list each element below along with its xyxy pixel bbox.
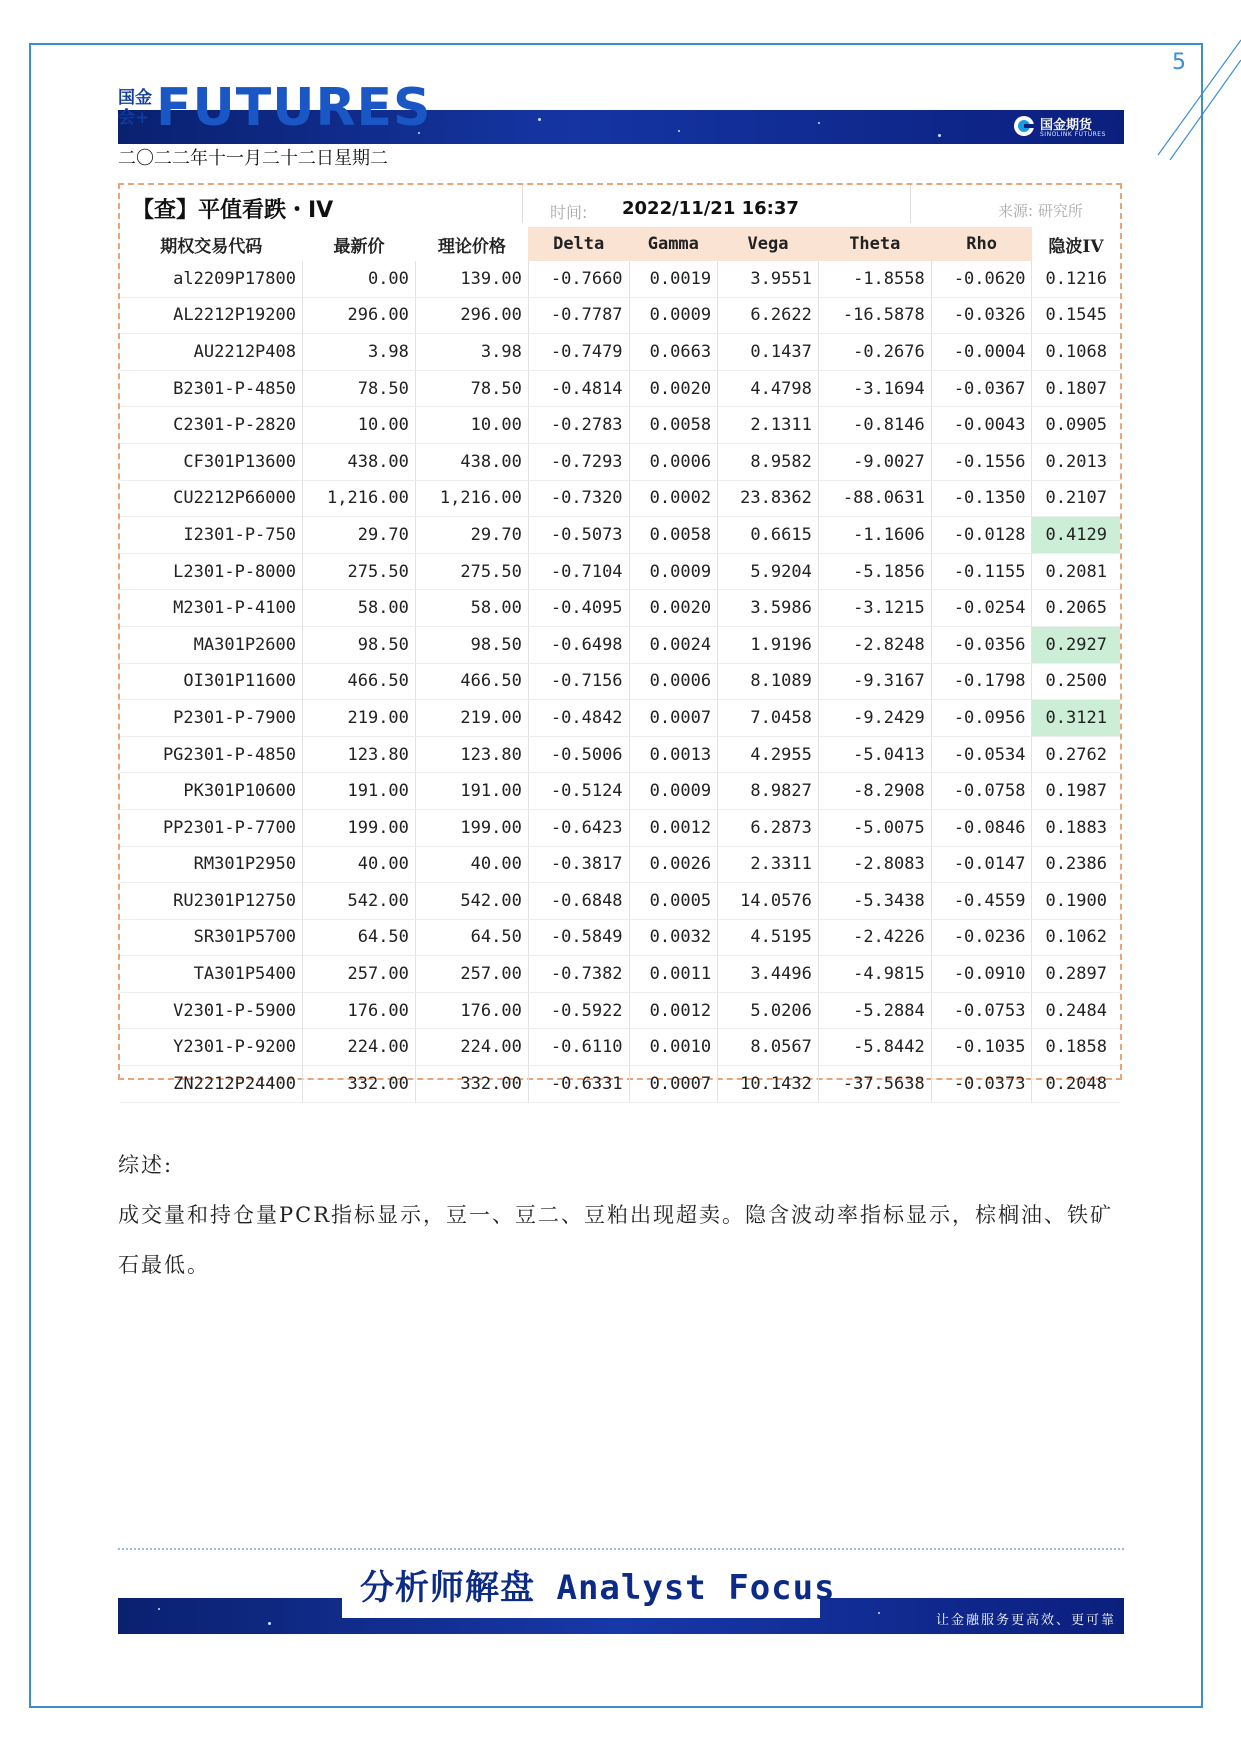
- table-cell: 0.00: [303, 261, 416, 297]
- table-row: [120, 809, 1120, 846]
- table-cell: 29.70: [303, 517, 416, 554]
- table-row: [120, 480, 1120, 517]
- table-cell: 0.0026: [629, 846, 718, 883]
- table-cell: 4.5195: [718, 919, 819, 956]
- col-header-gamma: Gamma: [629, 227, 718, 261]
- table-cell: -0.1155: [931, 553, 1032, 590]
- table-row: [120, 663, 1120, 700]
- table-cell: 466.50: [303, 663, 416, 700]
- table-cell: 296.00: [415, 297, 528, 334]
- table-cell: -8.2908: [818, 773, 931, 810]
- table-cell: 0.0020: [629, 590, 718, 627]
- table-row: [120, 297, 1120, 334]
- table-cell: -1.1606: [818, 517, 931, 554]
- table-cell: -0.7382: [528, 956, 629, 993]
- table-cell: 64.50: [303, 919, 416, 956]
- table-cell: 257.00: [303, 956, 416, 993]
- table-cell: B2301-P-4850: [120, 370, 303, 407]
- table-cell: 0.0058: [629, 517, 718, 554]
- table-cell: 8.9582: [718, 443, 819, 480]
- table-row: [120, 261, 1120, 297]
- table-cell: 23.8362: [718, 480, 819, 517]
- table-cell: -0.0128: [931, 517, 1032, 554]
- time-value: 2022/11/21 16:37: [622, 198, 799, 219]
- table-cell: -0.3817: [528, 846, 629, 883]
- summary-heading: 综述:: [118, 1153, 174, 1177]
- table-cell: 10.00: [303, 407, 416, 444]
- col-header-delta: Delta: [528, 227, 629, 261]
- table-cell: -0.0846: [931, 809, 1032, 846]
- table-cell: TA301P5400: [120, 956, 303, 993]
- table-cell: 8.1089: [718, 663, 819, 700]
- table-cell: -5.2884: [818, 992, 931, 1029]
- table-cell: 542.00: [303, 883, 416, 920]
- table-cell: 191.00: [415, 773, 528, 810]
- table-cell: 0.2500: [1032, 663, 1120, 700]
- footer-divider: [118, 1548, 1124, 1550]
- table-cell: 1,216.00: [415, 480, 528, 517]
- table-cell: -0.0534: [931, 736, 1032, 773]
- table-cell: RU2301P12750: [120, 883, 303, 920]
- table-cell: 40.00: [303, 846, 416, 883]
- summary-section: [118, 1140, 1128, 1290]
- table-cell: 0.0020: [629, 370, 718, 407]
- table-cell: 0.2927: [1032, 626, 1120, 663]
- table-cell: 78.50: [415, 370, 528, 407]
- table-cell: -0.5849: [528, 919, 629, 956]
- table-cell: -2.8083: [818, 846, 931, 883]
- table-cell: 257.00: [415, 956, 528, 993]
- table-cell: 332.00: [303, 1066, 416, 1103]
- table-cell: 10.00: [415, 407, 528, 444]
- table-cell: -0.4559: [931, 883, 1032, 920]
- title-divider: [522, 185, 523, 223]
- time-divider: [910, 185, 911, 223]
- table-row: [120, 883, 1120, 920]
- col-header-theta: Theta: [818, 227, 931, 261]
- table-cell: -0.0367: [931, 370, 1032, 407]
- table-cell: 0.0002: [629, 480, 718, 517]
- table-header-row: [120, 227, 1120, 261]
- table-cell: 0.1216: [1032, 261, 1120, 297]
- table-row: [120, 846, 1120, 883]
- table-cell: 199.00: [415, 809, 528, 846]
- table-cell: 40.00: [415, 846, 528, 883]
- table-cell: -5.0075: [818, 809, 931, 846]
- table-cell: 2.1311: [718, 407, 819, 444]
- table-cell: Y2301-P-9200: [120, 1029, 303, 1066]
- option-table-card: [118, 183, 1122, 1094]
- table-cell: -0.1035: [931, 1029, 1032, 1066]
- table-cell: 0.1987: [1032, 773, 1120, 810]
- table-cell: -5.0413: [818, 736, 931, 773]
- table-cell: -0.7660: [528, 261, 629, 297]
- table-cell: 4.2955: [718, 736, 819, 773]
- table-cell: -0.1798: [931, 663, 1032, 700]
- table-cell: 0.2065: [1032, 590, 1120, 627]
- summary-body: 成交量和持仓量PCR指标显示，豆一、豆二、豆粕出现超卖。隐含波动率指标显示，棕榈油、铁矿石最低。: [118, 1203, 1114, 1277]
- table-cell: -9.3167: [818, 663, 931, 700]
- table-cell: V2301-P-5900: [120, 992, 303, 1029]
- table-cell: 10.1432: [718, 1066, 819, 1103]
- corner-decoration: [1148, 0, 1241, 160]
- table-cell: -0.6110: [528, 1029, 629, 1066]
- table-cell: 3.4496: [718, 956, 819, 993]
- table-cell: 0.1437: [718, 334, 819, 371]
- table-cell: -0.7479: [528, 334, 629, 371]
- table-row: [120, 626, 1120, 663]
- table-cell: 14.0576: [718, 883, 819, 920]
- table-cell: -5.8442: [818, 1029, 931, 1066]
- table-cell: 123.80: [303, 736, 416, 773]
- table-cell: 0.0019: [629, 261, 718, 297]
- table-cell: I2301-P-750: [120, 517, 303, 554]
- table-cell: -0.6848: [528, 883, 629, 920]
- col-header-last: 最新价: [333, 236, 385, 257]
- table-cell: -0.5006: [528, 736, 629, 773]
- table-cell: 0.0009: [629, 297, 718, 334]
- table-row: [120, 517, 1120, 554]
- source-label: 来源: 研究所: [998, 202, 1083, 220]
- table-cell: CF301P13600: [120, 443, 303, 480]
- table-cell: L2301-P-8000: [120, 553, 303, 590]
- table-cell: -0.1556: [931, 443, 1032, 480]
- table-row: [120, 956, 1120, 993]
- table-cell: -0.0004: [931, 334, 1032, 371]
- table-cell: -5.1856: [818, 553, 931, 590]
- table-cell: 224.00: [415, 1029, 528, 1066]
- table-cell: -1.8558: [818, 261, 931, 297]
- footer-slogan: 让金融服务更高效、更可靠: [936, 1613, 1117, 1628]
- table-cell: 6.2622: [718, 297, 819, 334]
- table-cell: 7.0458: [718, 700, 819, 737]
- table-cell: 5.9204: [718, 553, 819, 590]
- table-cell: -0.7156: [528, 663, 629, 700]
- table-cell: 466.50: [415, 663, 528, 700]
- table-row: [120, 443, 1120, 480]
- table-cell: 0.0012: [629, 809, 718, 846]
- table-cell: -37.5638: [818, 1066, 931, 1103]
- table-cell: 0.1883: [1032, 809, 1120, 846]
- table-cell: -0.7293: [528, 443, 629, 480]
- table-cell: 296.00: [303, 297, 416, 334]
- table-cell: 176.00: [303, 992, 416, 1029]
- table-cell: MA301P2600: [120, 626, 303, 663]
- col-header-code: 期权交易代码: [160, 236, 263, 257]
- table-row: [120, 370, 1120, 407]
- table-cell: 139.00: [415, 261, 528, 297]
- col-header-iv: 隐波IV: [1048, 236, 1104, 257]
- table-cell: 98.50: [415, 626, 528, 663]
- table-cell: -0.1350: [931, 480, 1032, 517]
- table-cell: 0.0006: [629, 663, 718, 700]
- table-cell: -0.0043: [931, 407, 1032, 444]
- table-cell: 98.50: [303, 626, 416, 663]
- col-header-rho: Rho: [931, 227, 1032, 261]
- brand-name: 国金期货: [1040, 118, 1093, 133]
- table-cell: 0.0009: [629, 553, 718, 590]
- table-cell: 5.0206: [718, 992, 819, 1029]
- table-cell: AU2212P408: [120, 334, 303, 371]
- table-cell: 0.1900: [1032, 883, 1120, 920]
- table-cell: 191.00: [303, 773, 416, 810]
- table-cell: 0.0006: [629, 443, 718, 480]
- table-cell: 0.0905: [1032, 407, 1120, 444]
- table-cell: 332.00: [415, 1066, 528, 1103]
- table-cell: 58.00: [415, 590, 528, 627]
- table-row: [120, 773, 1120, 810]
- table-cell: C2301-P-2820: [120, 407, 303, 444]
- table-cell: -9.2429: [818, 700, 931, 737]
- table-cell: -16.5878: [818, 297, 931, 334]
- option-iv-table: [120, 227, 1120, 1103]
- table-cell: 6.2873: [718, 809, 819, 846]
- page-number: 5: [1172, 50, 1186, 75]
- table-cell: 199.00: [303, 809, 416, 846]
- table-cell: CU2212P66000: [120, 480, 303, 517]
- table-cell: 0.2081: [1032, 553, 1120, 590]
- table-cell: -0.0753: [931, 992, 1032, 1029]
- table-cell: OI301P11600: [120, 663, 303, 700]
- table-cell: -0.0373: [931, 1066, 1032, 1103]
- table-cell: ZN2212P24400: [120, 1066, 303, 1103]
- table-row: [120, 1066, 1120, 1103]
- table-cell: -0.0620: [931, 261, 1032, 297]
- table-cell: -0.0236: [931, 919, 1032, 956]
- table-cell: 275.50: [415, 553, 528, 590]
- table-cell: 0.0058: [629, 407, 718, 444]
- table-row: [120, 1029, 1120, 1066]
- table-cell: -0.0147: [931, 846, 1032, 883]
- table-cell: 3.98: [303, 334, 416, 371]
- table-cell: -0.4814: [528, 370, 629, 407]
- table-cell: 3.9551: [718, 261, 819, 297]
- table-cell: -2.8248: [818, 626, 931, 663]
- table-cell: 0.2048: [1032, 1066, 1120, 1103]
- table-cell: 438.00: [303, 443, 416, 480]
- table-cell: 0.2897: [1032, 956, 1120, 993]
- time-label: 时间:: [550, 203, 588, 222]
- table-cell: 0.0011: [629, 956, 718, 993]
- table-cell: 0.0005: [629, 883, 718, 920]
- table-cell: -0.7320: [528, 480, 629, 517]
- table-cell: 8.0567: [718, 1029, 819, 1066]
- table-cell: -0.6498: [528, 626, 629, 663]
- table-cell: M2301-P-4100: [120, 590, 303, 627]
- table-cell: -0.5073: [528, 517, 629, 554]
- table-cell: 0.0009: [629, 773, 718, 810]
- table-cell: SR301P5700: [120, 919, 303, 956]
- table-cell: -9.0027: [818, 443, 931, 480]
- logo-futures: FUTURES: [156, 78, 432, 138]
- table-row: [120, 553, 1120, 590]
- table-cell: P2301-P-7900: [120, 700, 303, 737]
- table-cell: 3.98: [415, 334, 528, 371]
- table-cell: -0.0956: [931, 700, 1032, 737]
- table-cell: 1,216.00: [303, 480, 416, 517]
- table-cell: -2.4226: [818, 919, 931, 956]
- table-cell: 29.70: [415, 517, 528, 554]
- table-cell: -0.4842: [528, 700, 629, 737]
- table-cell: 219.00: [415, 700, 528, 737]
- table-cell: -0.5124: [528, 773, 629, 810]
- table-cell: -0.5922: [528, 992, 629, 1029]
- table-cell: 0.0663: [629, 334, 718, 371]
- table-cell: 0.0032: [629, 919, 718, 956]
- table-cell: 4.4798: [718, 370, 819, 407]
- table-row: [120, 407, 1120, 444]
- table-cell: 0.3121: [1032, 700, 1120, 737]
- brand-subtitle: SINOLINK FUTURES: [1040, 131, 1106, 138]
- table-cell: 176.00: [415, 992, 528, 1029]
- table-cell: -0.0254: [931, 590, 1032, 627]
- table-cell: 1.9196: [718, 626, 819, 663]
- table-cell: 64.50: [415, 919, 528, 956]
- table-cell: -0.6423: [528, 809, 629, 846]
- table-cell: al2209P17800: [120, 261, 303, 297]
- table-cell: 0.0013: [629, 736, 718, 773]
- table-cell: -0.0910: [931, 956, 1032, 993]
- table-cell: -0.7787: [528, 297, 629, 334]
- logo-cn: 国金会+: [118, 88, 152, 128]
- table-cell: 78.50: [303, 370, 416, 407]
- table-cell: -0.8146: [818, 407, 931, 444]
- table-cell: 3.5986: [718, 590, 819, 627]
- table-cell: 58.00: [303, 590, 416, 627]
- table-cell: 0.2484: [1032, 992, 1120, 1029]
- table-cell: 0.0010: [629, 1029, 718, 1066]
- table-row: [120, 700, 1120, 737]
- table-cell: 0.0024: [629, 626, 718, 663]
- table-row: [120, 590, 1120, 627]
- table-cell: -0.2783: [528, 407, 629, 444]
- table-cell: 0.1807: [1032, 370, 1120, 407]
- table-cell: 0.0007: [629, 1066, 718, 1103]
- table-cell: 0.2107: [1032, 480, 1120, 517]
- table-cell: 123.80: [415, 736, 528, 773]
- table-cell: RM301P2950: [120, 846, 303, 883]
- table-cell: AL2212P19200: [120, 297, 303, 334]
- table-cell: -0.6331: [528, 1066, 629, 1103]
- table-cell: 0.6615: [718, 517, 819, 554]
- table-row: [120, 919, 1120, 956]
- table-cell: 0.2762: [1032, 736, 1120, 773]
- table-cell: 224.00: [303, 1029, 416, 1066]
- table-cell: 8.9827: [718, 773, 819, 810]
- table-cell: 0.1545: [1032, 297, 1120, 334]
- table-cell: 0.1068: [1032, 334, 1120, 371]
- table-cell: -3.1215: [818, 590, 931, 627]
- table-cell: 438.00: [415, 443, 528, 480]
- table-cell: -0.7104: [528, 553, 629, 590]
- panel-title: 【查】平值看跌・IV: [132, 198, 334, 223]
- col-header-theory: 理论价格: [437, 236, 506, 257]
- table-cell: -0.0326: [931, 297, 1032, 334]
- table-cell: 0.2386: [1032, 846, 1120, 883]
- table-cell: -88.0631: [818, 480, 931, 517]
- table-cell: 0.1062: [1032, 919, 1120, 956]
- col-header-vega: Vega: [718, 227, 819, 261]
- table-row: [120, 992, 1120, 1029]
- table-cell: 219.00: [303, 700, 416, 737]
- table-row: [120, 334, 1120, 371]
- table-cell: -3.1694: [818, 370, 931, 407]
- table-cell: 275.50: [303, 553, 416, 590]
- table-cell: PG2301-P-4850: [120, 736, 303, 773]
- table-cell: -0.0758: [931, 773, 1032, 810]
- table-cell: -0.0356: [931, 626, 1032, 663]
- table-cell: 542.00: [415, 883, 528, 920]
- table-cell: -0.4095: [528, 590, 629, 627]
- table-cell: 2.3311: [718, 846, 819, 883]
- table-cell: -0.2676: [818, 334, 931, 371]
- table-cell: 0.1858: [1032, 1029, 1120, 1066]
- report-date: 二〇二二年十一月二十二日星期二: [118, 148, 388, 169]
- table-cell: -5.3438: [818, 883, 931, 920]
- sinolink-logo-icon: [1013, 115, 1035, 137]
- table-cell: 0.2013: [1032, 443, 1120, 480]
- table-cell: -4.9815: [818, 956, 931, 993]
- footer-title: 分析师解盘 Analyst Focus: [360, 1568, 836, 1608]
- table-cell: PK301P10600: [120, 773, 303, 810]
- table-cell: 0.0007: [629, 700, 718, 737]
- table-cell: 0.0012: [629, 992, 718, 1029]
- table-cell: 0.4129: [1032, 517, 1120, 554]
- table-row: [120, 736, 1120, 773]
- table-cell: PP2301-P-7700: [120, 809, 303, 846]
